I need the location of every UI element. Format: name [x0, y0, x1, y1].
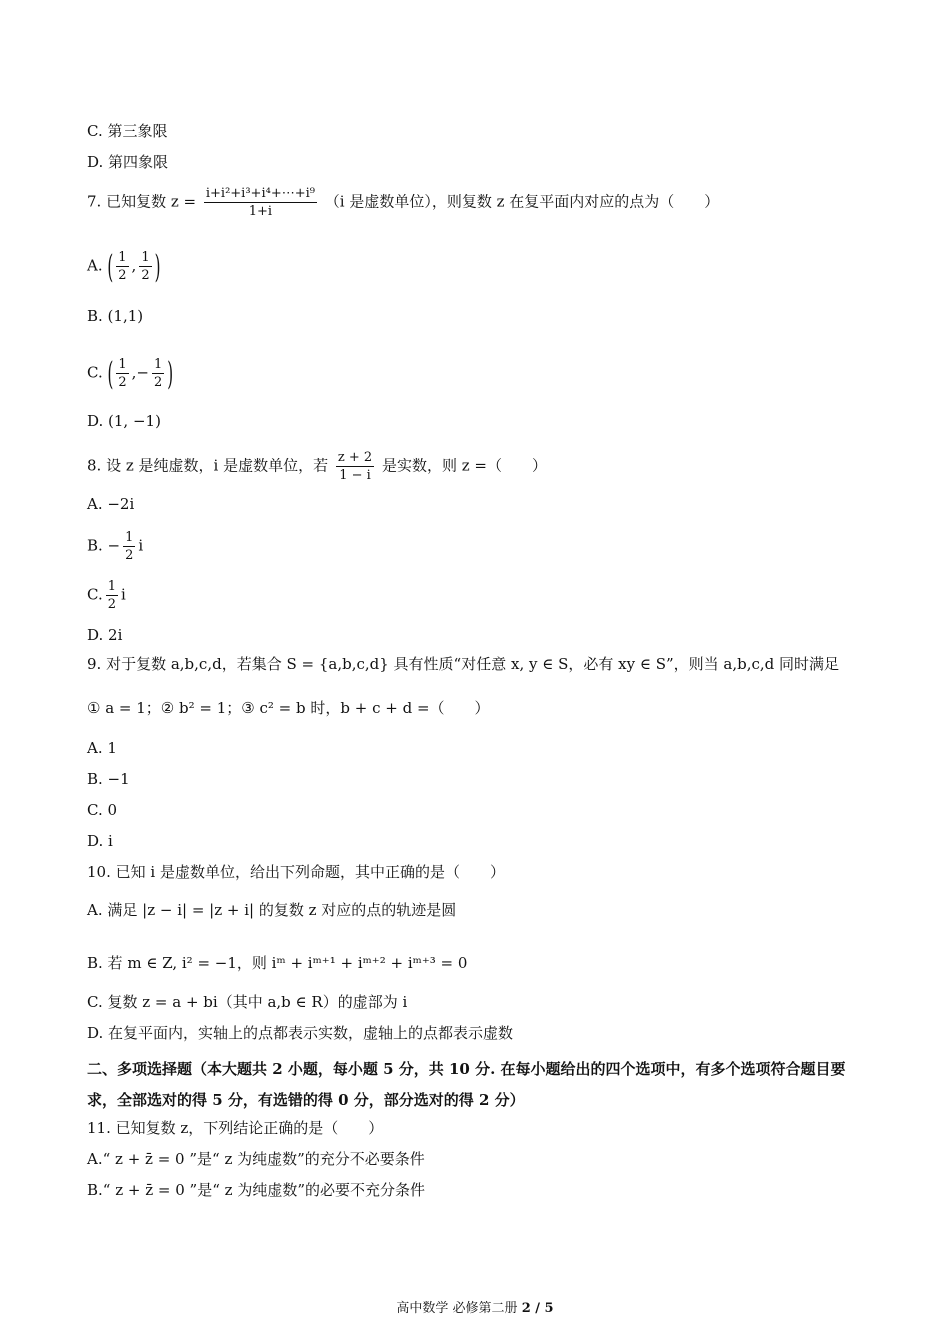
numerator: 1 [154, 357, 163, 372]
q8-b-frac [123, 530, 135, 563]
q7-option-d: D. (1, −1) [87, 412, 161, 430]
question-7 [87, 186, 719, 219]
question-9-line-2: ① a = 1；② b² = 1；③ c² = b 时，b + c + d =（ ） [87, 699, 490, 717]
numerator: 1 [118, 250, 127, 265]
question-9-line-1: 9. 对于复数 a,b,c,d，若集合 S = {a,b,c,d} 具有性质“对任意 x, y ∈ S，必有 xy ∈ S”，则当 a,b,c,d 同时满足 [87, 655, 840, 673]
q10-option-d: D. 在复平面内，实轴上的点都表示实数，虚轴上的点都表示虚数 [87, 1024, 514, 1042]
q8-prefix: 8. 设 z 是纯虚数，i 是虚数单位，若 [87, 456, 329, 475]
q7-prefix: 7. 已知复数 z = [87, 192, 197, 211]
q9-option-a: A. 1 [87, 739, 117, 757]
question-10: 10. 已知 i 是虚数单位，给出下列命题，其中正确的是（ ） [87, 863, 505, 881]
paren-close: ) [154, 247, 161, 286]
numerator: 1 [107, 579, 116, 594]
q8-c-label: C. [87, 585, 103, 604]
q8-c-frac [106, 579, 118, 612]
paren-close: ) [167, 354, 174, 393]
q8-b-label: B. − [87, 536, 121, 555]
q8-option-b [87, 530, 143, 563]
q10-option-c: C. 复数 z = a + bi（其中 a,b ∈ R）的虚部为 i [87, 993, 408, 1011]
section-2-heading: 二、多项选择题（本大题共 2 小题，每小题 5 分，共 10 分. 在每小题给出的四个选项中，有多个选项符合题目要求，全部选对的得 5 分，有选错的得 0 分，部分选对的得 2 分） [87, 1060, 846, 1109]
q10-option-a: A. 满足 |z − i| = |z + i| 的复数 z 对应的点的轨迹是圆 [87, 901, 457, 919]
minus: − [136, 363, 149, 382]
q9-option-b: B. −1 [87, 770, 130, 788]
q8-denominator: 1 − i [339, 468, 371, 483]
denominator: 2 [141, 268, 150, 283]
question-11: 11. 已知复数 z，下列结论正确的是（ ） [87, 1119, 384, 1137]
q8-option-d: D. 2i [87, 626, 123, 644]
numerator: 1 [141, 250, 150, 265]
footer-text: 高中数学 必修第二册 [396, 1301, 518, 1316]
q7-a-label: A. [87, 256, 103, 275]
q8-suffix: 是实数，则 z =（ ） [381, 456, 547, 475]
q7-a-frac-1 [116, 250, 128, 283]
q11-option-b: B.“ z + z̄ = 0 ”是“ z 为纯虚数”的必要不充分条件 [87, 1181, 425, 1199]
q7-numerator: i+i²+i³+i⁴+⋯+i⁹ [205, 186, 315, 201]
q10-option-b: B. 若 m ∈ Z, i² = −1，则 iᵐ + iᵐ⁺¹ + iᵐ⁺² + iᵐ⁺³ = 0 [87, 954, 468, 972]
q7-c-frac-2 [152, 357, 164, 390]
q7-fraction [204, 186, 317, 219]
q8-option-c [87, 579, 126, 612]
q6-option-c: C. 第三象限 [87, 122, 168, 140]
q11-option-a: A.“ z + z̄ = 0 ”是“ z 为纯虚数”的充分不必要条件 [87, 1150, 425, 1168]
q7-c-frac-1 [116, 357, 128, 390]
numerator: 1 [118, 357, 127, 372]
page-number: 2 / 5 [521, 1301, 554, 1316]
imag-unit: i [121, 585, 126, 604]
q7-option-c [87, 354, 174, 393]
q7-option-b: B. (1,1) [87, 307, 144, 325]
denominator: 2 [125, 548, 134, 563]
comma: , [131, 256, 137, 275]
numerator: 1 [125, 530, 134, 545]
denominator: 2 [154, 375, 163, 390]
q8-option-a: A. −2i [87, 495, 135, 513]
q7-denominator: 1+i [248, 204, 273, 219]
denominator: 2 [118, 375, 127, 390]
q9-option-c: C. 0 [87, 801, 118, 819]
denominator: 2 [118, 268, 127, 283]
denominator: 2 [107, 597, 116, 612]
question-8 [87, 450, 547, 483]
q8-numerator: z + 2 [337, 450, 373, 465]
page-footer [0, 1300, 950, 1318]
q7-option-a [87, 247, 161, 286]
paren-open: ( [107, 354, 114, 393]
q6-option-d: D. 第四象限 [87, 153, 169, 171]
q8-fraction [336, 450, 374, 483]
comma: , [131, 363, 137, 382]
q9-option-d: D. i [87, 832, 113, 850]
q7-suffix: （i 是虚数单位），则复数 z 在复平面内对应的点为（ ） [324, 192, 720, 211]
imag-unit: i [138, 536, 144, 555]
q7-a-frac-2 [139, 250, 151, 283]
paren-open: ( [107, 247, 114, 286]
q7-c-label: C. [87, 363, 103, 382]
